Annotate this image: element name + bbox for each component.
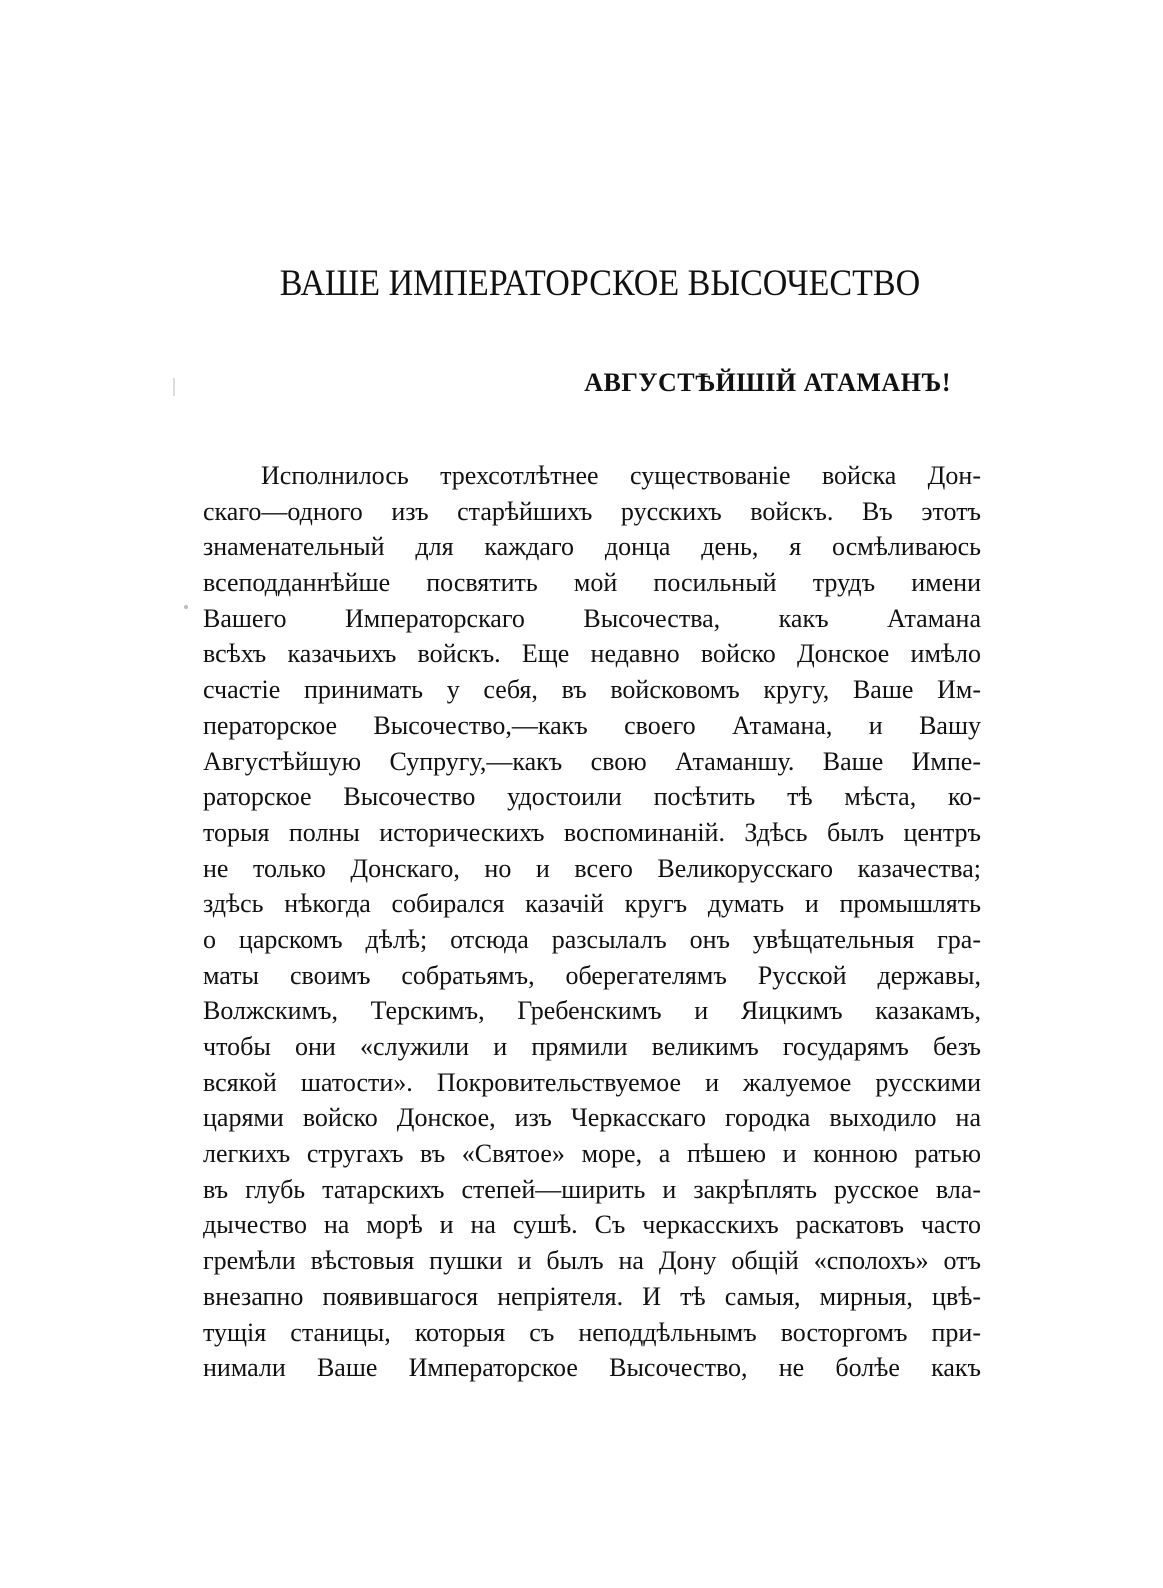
text-line: всѣхъ казачьихъ войскъ. Еще недавно войско Донское имѣло xyxy=(203,639,981,669)
text-line: маты своимъ собратьямъ, оберегателямъ Русской державы, xyxy=(203,960,981,990)
salutation: АВГУСТѢЙШІЙ АТАМАНЪ! xyxy=(584,368,951,397)
margin-speck xyxy=(184,605,188,609)
text-line: скаго—одного изъ старѣйшихъ русскихъ войскъ. Въ этотъ xyxy=(203,496,981,526)
text-line: Исполнилось трехсотлѣтнее существованіе войска Дон- xyxy=(261,461,981,490)
dedication-heading: ВАШЕ ИМПЕРАТОРСКОЕ ВЫСОЧЕСТВО xyxy=(279,263,921,304)
text-line: раторское Высочество удостоили посѣтить тѣ мѣста, ко- xyxy=(203,782,981,812)
text-line: счастіе принимать у себя, въ войсковомъ кругу, Ваше Им- xyxy=(203,675,981,705)
text-line: Августѣйшую Супругу,—какъ свою Атаманшу. Ваше Импе- xyxy=(203,746,981,776)
margin-speck xyxy=(173,378,175,396)
text-line: легкихъ стругахъ въ «Святое» море, а пѣшею и конною ратью xyxy=(203,1139,981,1169)
text-line: Вашего Императорскаго Высочества, какъ Атамана xyxy=(203,603,981,633)
text-line: знаменательный для каждаго донца день, я осмѣливаюсь xyxy=(203,532,981,562)
text-line: царями войско Донское, изъ Черкасскаго городка выходило на xyxy=(203,1103,981,1133)
text-line: Волжскимъ, Терскимъ, Гребенскимъ и Яицкимъ казакамъ, xyxy=(203,996,981,1026)
text-line: о царскомъ дѣлѣ; отсюда разсылалъ онъ увѣщательныя гра- xyxy=(203,924,981,954)
text-line: здѣсь нѣкогда собирался казачій кругъ думать и промышлять xyxy=(203,889,981,919)
text-line: не только Донскаго, но и всего Великорусскаго казачества; xyxy=(203,853,981,883)
text-line: дычество на морѣ и на сушѣ. Съ черкасскихъ раскатовъ часто xyxy=(203,1210,981,1240)
text-line: чтобы они «служили и прямили великимъ государямъ безъ xyxy=(203,1032,981,1061)
text-line: ператорское Высочество,—какъ своего Атамана, и Вашу xyxy=(203,710,981,740)
text-line: тущія станицы, которыя съ неподдѣльнымъ восторгомъ при- xyxy=(203,1317,981,1347)
text-line: нимали Ваше Императорское Высочество, не болѣе какъ xyxy=(203,1353,981,1383)
text-line: гремѣли вѣстовыя пушки и былъ на Дону общій «сполохъ» отъ xyxy=(203,1246,981,1276)
text-line: внезапно появившагося непріятеля. И тѣ самыя, мирныя, цвѣ- xyxy=(203,1281,981,1311)
text-line: всякой шатости». Покровительствуемое и жалуемое русскими xyxy=(203,1067,981,1097)
text-line: всеподданнѣйше посвятить мой посильный трудъ имени xyxy=(203,568,981,598)
text-line: торыя полны историческихъ воспоминаній. Здѣсь былъ центръ xyxy=(203,817,981,847)
text-line: въ глубь татарскихъ степей—ширить и закрѣплять русское вла- xyxy=(203,1174,981,1204)
dedication-paragraph xyxy=(203,458,981,1386)
